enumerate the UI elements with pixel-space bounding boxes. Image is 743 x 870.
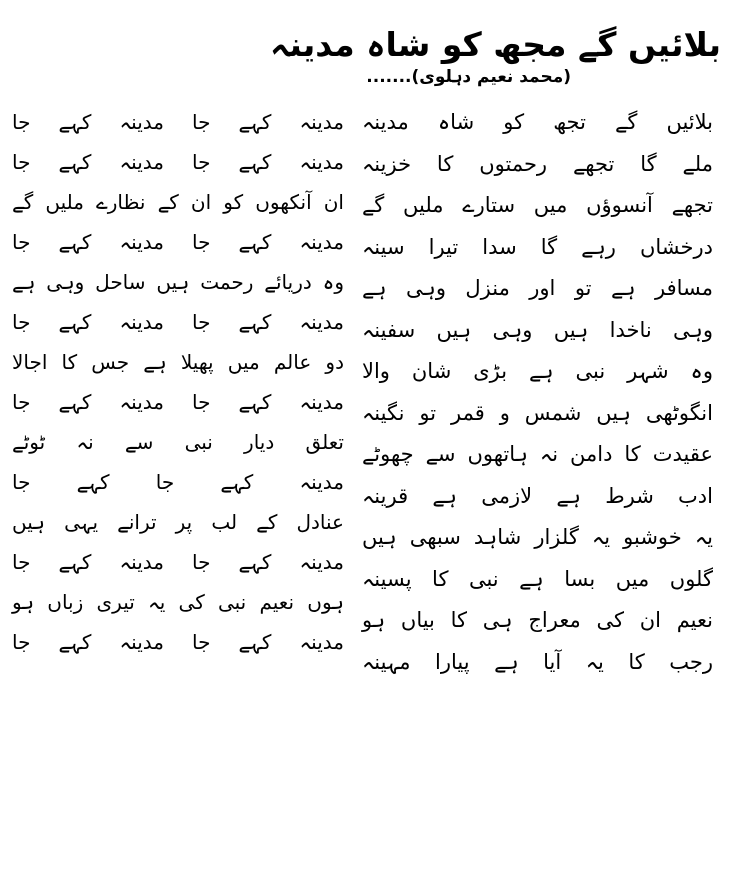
- verse-line: بلائیں گے تجھ کو شاہ مدینہ: [362, 110, 713, 134]
- verse-line: مدینہ کہے جا مدینہ کہے جا: [12, 390, 344, 414]
- verse-line: مدینہ کہے جا مدینہ کہے جا: [12, 550, 344, 574]
- verse-line: دو عالم میں پھیلا ہے جس کا اجالا: [12, 350, 344, 374]
- verse-line: ہوں نعیم نبی کی یہ تیری زباں ہو: [12, 590, 344, 614]
- verse-line: انگوٹھی ہیں شمس و قمر تو نگینہ: [362, 400, 713, 425]
- verse-line: تجھے آنسوؤں میں ستارے ملیں گے: [362, 193, 713, 217]
- verse-line: نعیم ان کی معراج ہی کا بیاں ہو: [362, 608, 713, 632]
- verse-line: گلوں میں بسا ہے نبی کا پسینہ: [362, 566, 713, 591]
- verse-line: مدینہ کہے جا کہے جا: [12, 470, 344, 494]
- verse-line: ملے گا تجھے رحمتوں کا خزینہ: [362, 151, 713, 176]
- right-column: [352, 112, 743, 857]
- verse-line: عنادل کے لب پر ترانے یہی ہیں: [12, 510, 344, 534]
- poet-credit: (محمد نعیم دہلوی).......: [366, 66, 571, 87]
- page-title: بلائیں گے مجھ کو شاہ مدینہ: [270, 25, 721, 64]
- verse-line: تعلق دیار نبی سے نہ ٹوٹے: [12, 430, 344, 454]
- verse-line: وہی ناخدا ہیں وہی ہیں سفینہ: [362, 317, 713, 342]
- verse-line: رجب کا یہ آیا ہے پیارا مہینہ: [362, 649, 713, 674]
- left-column: [0, 112, 352, 857]
- verse-line: مدینہ کہے جا مدینہ کہے جا: [12, 630, 344, 654]
- verse-line: مدینہ کہے جا مدینہ کہے جا: [12, 230, 344, 254]
- verse-line: ان آنکھوں کو ان کے نظارے ملیں گے: [12, 190, 344, 214]
- verse-line: یہ خوشبو یہ گلزار شاہد سبھی ہیں: [362, 525, 713, 549]
- verse-line: مدینہ کہے جا مدینہ کہے جا: [12, 150, 344, 174]
- verse-line: وہ شہر نبی ہے بڑی شان والا: [362, 359, 713, 383]
- poem-body: [0, 112, 743, 857]
- title-block: [0, 26, 743, 100]
- verse-line: مسافر ہے تو اور منزل وہی ہے: [362, 276, 713, 300]
- verse-line: وہ دریائے رحمت ہیں ساحل وہی ہے: [12, 270, 344, 294]
- verse-line: درخشاں رہے گا سدا تیرا سینہ: [362, 234, 713, 259]
- verse-line: ادب شرط ہے لازمی ہے قرینہ: [362, 483, 713, 508]
- verse-line: مدینہ کہے جا مدینہ کہے جا: [12, 310, 344, 334]
- verse-line: عقیدت کا دامن نہ ہاتھوں سے چھوٹے: [362, 442, 713, 466]
- verse-line: مدینہ کہے جا مدینہ کہے جا: [12, 110, 344, 134]
